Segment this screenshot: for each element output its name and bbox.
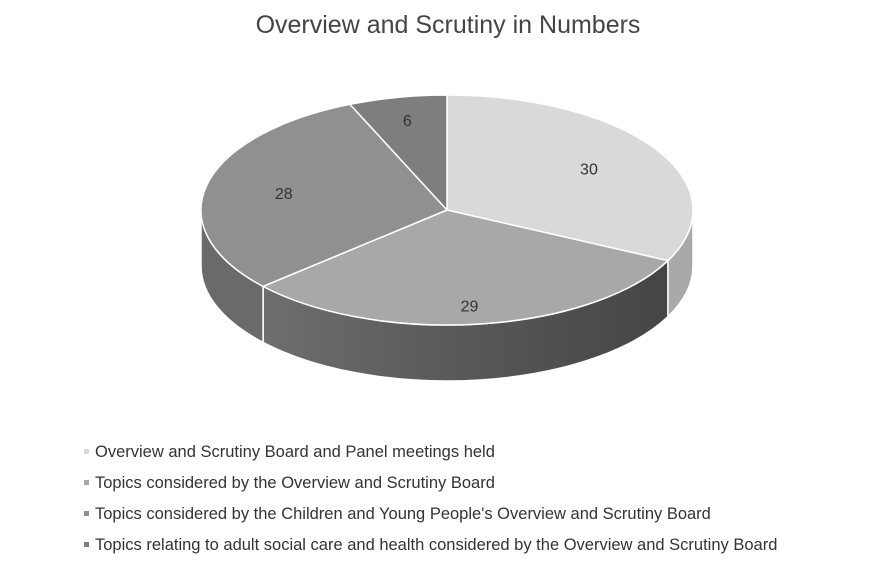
- chart-title: Overview and Scrutiny in Numbers: [255, 11, 641, 39]
- legend-label-1: Overview and Scrutiny Board and Panel meetings held: [95, 442, 495, 461]
- pie-data-label-3: 28: [274, 185, 293, 203]
- legend-label-2: Topics considered by the Overview and Scrutiny Board: [95, 473, 495, 492]
- pie-data-label-1: 30: [580, 161, 598, 179]
- legend-swatch-1: [84, 449, 89, 454]
- legend-item-1: [84, 436, 777, 467]
- legend-swatch-2: [84, 480, 89, 485]
- pie-top-faces: [201, 95, 693, 325]
- legend-label-3: Topics considered by the Children and Young People's Overview and Scrutiny Board: [95, 504, 711, 523]
- pie-data-label-4: 6: [402, 112, 412, 130]
- legend: [84, 436, 777, 560]
- legend-item-2: [84, 467, 777, 498]
- legend-label-4: Topics relating to adult social care and health considered by the Overview and Scrutiny Board: [95, 535, 778, 554]
- legend-swatch-3: [84, 511, 89, 516]
- pie-data-label-2: 29: [460, 298, 479, 316]
- legend-swatch-4: [84, 542, 89, 547]
- legend-item-4: [84, 529, 777, 560]
- legend-item-3: [84, 498, 777, 529]
